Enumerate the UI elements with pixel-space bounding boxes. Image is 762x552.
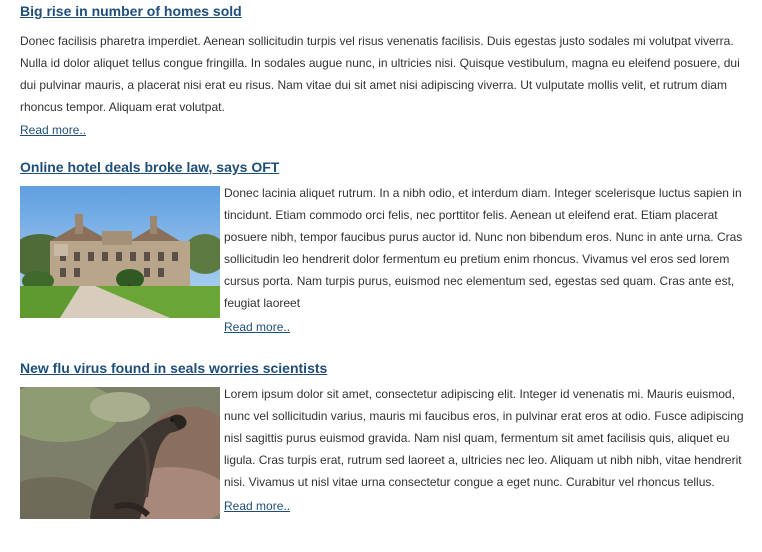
article-flu-seals <box>20 359 745 519</box>
article-summary: Donec facilisis pharetra imperdiet. Aenean sollicitudin turpis vel risus venenatis facilisis. Duis egestas justo sodales mi volutpat viverra. Nulla id dolor aliquet tellus congue fringilla. In sodales augue nunc, in ultricies nisi. Quisque vestibulum, magna eu eleifend posuere, dui dui pulvinar mauris, a placerat nisi erat eu risus. Nam vitae dui sit amet nisi adipiscing viverra. Ut vulputate mollis velit, et rutrum diam rhoncus tempor. Aliquam erat volutpat. <box>20 34 740 114</box>
article-summary: Donec lacinia aliquet rutrum. In a nibh odio, et interdum diam. Integer scelerisque luctus sapien in tincidunt. Etiam commodo orci felis, nec porttitor felis. Aenean ut eleifend erat. Etiam placerat posuere nibh, tempor faucibus purus auctor id. Nunc non bibendum eros. Nunc in ante urna. Cras sollicitudin leo hendrerit dolor fermentum eu pretium enim rhoncus. Vivamus vel eros sed lorem cursus porta. Nam turpis purus, euismod nec elementum sed, egestas sed quam. Cras ante est, feugiat laoreet <box>224 186 743 310</box>
article-title-link[interactable]: New flu virus found in seals worries scientists <box>20 360 328 376</box>
article-homes-sold <box>20 2 745 139</box>
article-hotel-deals <box>20 158 745 336</box>
manor-house-photo[interactable] <box>20 186 220 318</box>
read-more-link[interactable]: Read more.. <box>20 123 87 137</box>
read-more-link[interactable]: Read more.. <box>224 320 291 334</box>
read-more-link[interactable]: Read more.. <box>224 499 291 513</box>
article-title-link[interactable]: Big rise in number of homes sold <box>20 3 242 19</box>
article-title-link[interactable]: Online hotel deals broke law, says OFT <box>20 159 280 175</box>
seal-photo[interactable] <box>20 387 220 519</box>
article-summary: Lorem ipsum dolor sit amet, consectetur adipiscing elit. Integer id venenatis mi. Mauris euismod, nunc vel sollicitudin varius, mauris mi faucibus eros, in pulvinar erat eros at odio. Fusce adipiscing nisl sagittis purus euismod gravida. Nam nisl quam, fermentum sit amet facilisis quis, aliquet eu ligula. Cras turpis erat, rutrum sed laoreet a, ultricies nec leo. Aliquam ut nibh nibh, vitae hendrerit nisi. Vivamus ut nisl vitae urna consectetur congue a eget nunc. Curabitur vel rhoncus tellus. <box>224 387 744 489</box>
